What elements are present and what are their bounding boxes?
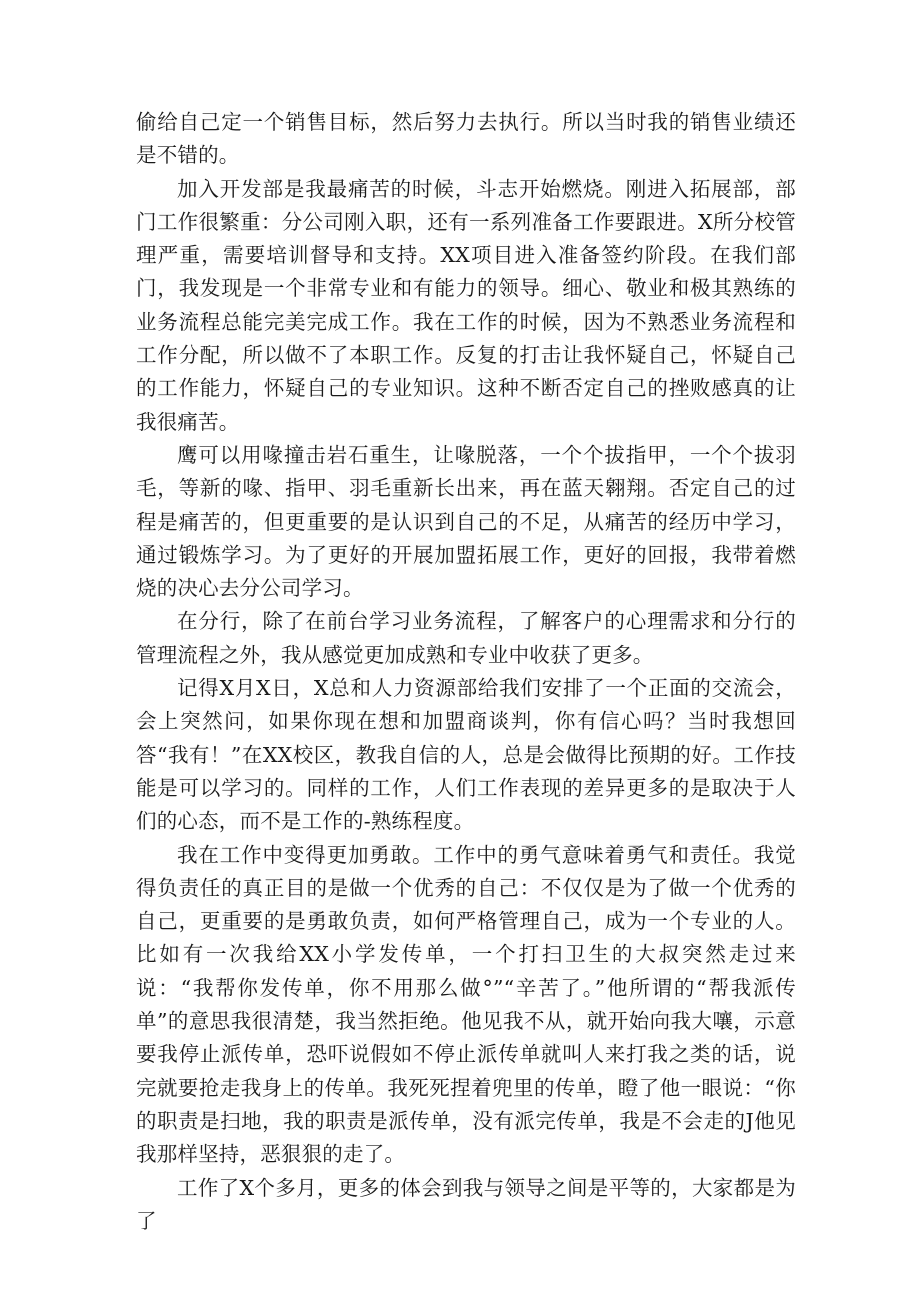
paragraph-6: 我在工作中变得更加勇敢。工作中的勇气意味着勇气和责任。我觉得负责任的真正目的是做一个优秀的自己：不仅仅是为了做一个优秀的自己，更重要的是勇敢负责，如何严格管理自己，成为一个专业的人。比如有一次我给XX小学发传单，一个打扫卫生的大叔突然走过来说：“我帮你发传单，你不用那么做°”“辛苦了。”他所谓的“帮我派传单”的意思我很清楚，我当然拒绝。他见我不从，就开始向我大嚷，示意要我停止派传单，恐吓说假如不停止派传单就叫人来打我之类的话，说完就要抢走我身上的传单。我死死捏着兜里的传单，瞪了他一眼说：“你的职责是扫地，我的职责是派传单，没有派完传单，我是不会走的J他见我那样坚持，恶狠狠的走了。: [136, 842, 796, 1167]
paragraph-2: 加入开发部是我最痛苦的时候，斗志开始燃烧。刚进入拓展部，部门工作很繁重：分公司刚入职，还有一系列准备工作要跟进。X所分校管理严重，需要培训督导和支持。XX项目进入准备签约阶段。在我们部门，我发现是一个非常专业和有能力的领导。细心、敬业和极其熟练的业务流程总能完美完成工作。我在工作的时候，因为不熟悉业务流程和工作分配，所以做不了本职工作。反复的打击让我怀疑自己，怀疑自己的工作能力，怀疑自己的专业知识。这种不断否定自己的挫败感真的让我很痛苦。: [136, 176, 796, 434]
paragraph-5: 记得X月X日，X总和人力资源部给我们安排了一个正面的交流会，会上突然问，如果你现在想和加盟商谈判，你有信心吗？当时我想回答“我有！”在XX校区，教我自信的人，总是会做得比预期的好。工作技能是可以学习的。同样的工作，人们工作表现的差异更多的是取决于人们的心态，而不是工作的-熟练程度。: [136, 676, 796, 834]
document-body: [136, 106, 796, 1238]
paragraph-7: 工作了X个多月，更多的体会到我与领导之间是平等的，大家都是为了: [136, 1175, 796, 1233]
paragraph-3: 鹰可以用喙撞击岩石重生，让喙脱落，一个个拔指甲，一个个拔羽毛，等新的喙、指甲、羽毛重新长出来，再在蓝天翱翔。否定自己的过程是痛苦的，但更重要的是认识到自己的不足，从痛苦的经历中学习，通过锻炼学习。为了更好的开展加盟拓展工作，更好的回报，我带着燃烧的决心去分公司学习。: [136, 442, 796, 601]
paragraph-4: 在分行，除了在前台学习业务流程，了解客户的心理需求和分行的管理流程之外，我从感觉更加成熟和专业中收获了更多。: [136, 609, 796, 667]
paragraph-1: 偷给自己定一个销售目标，然后努力去执行。所以当时我的销售业绩还是不错的。: [136, 110, 796, 168]
